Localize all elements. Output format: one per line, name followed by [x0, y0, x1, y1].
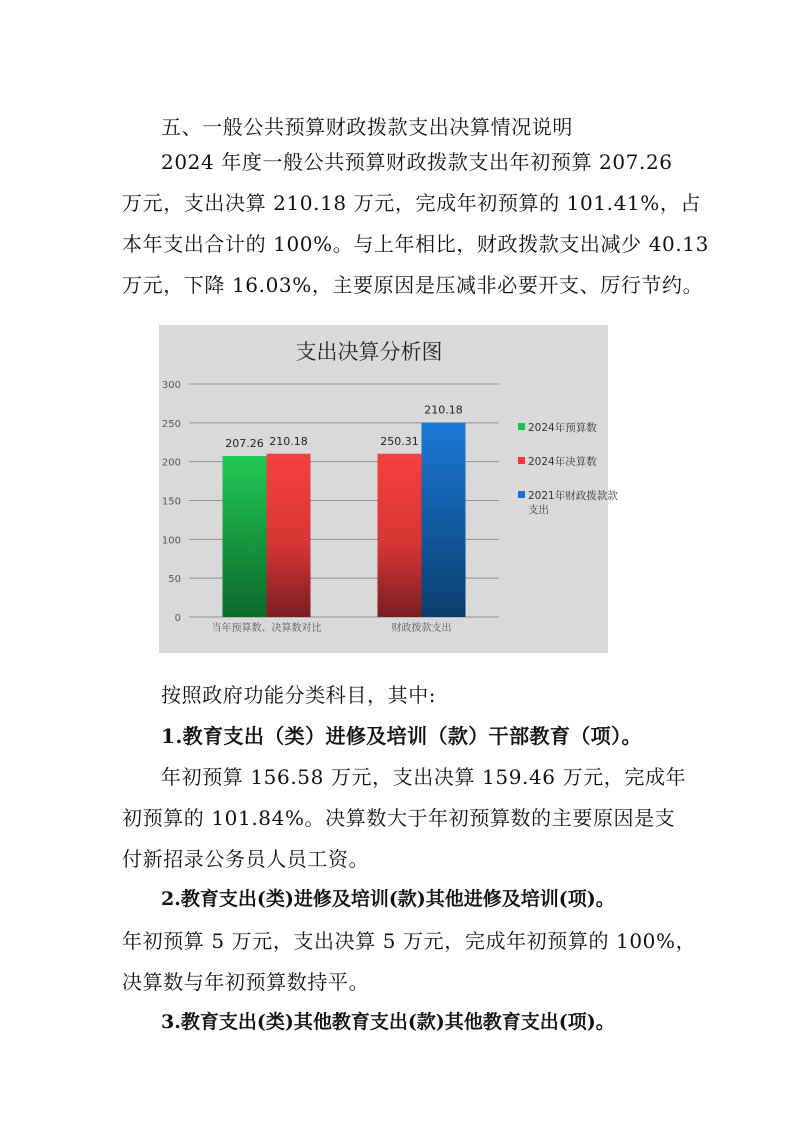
intro-line: 按照政府功能分类科目，其中: [161, 683, 437, 707]
y-tick-label: 300 [161, 380, 181, 391]
legend-label: 2024年预算数 [528, 422, 597, 434]
legend-swatch [518, 491, 525, 498]
legend-label: 支出 [528, 504, 549, 516]
chart-bar [422, 423, 466, 617]
x-category-label: 财政拨款支出 [391, 623, 452, 634]
legend-label: 2024年决算数 [528, 456, 597, 468]
data-label: 210.18 [424, 403, 463, 417]
paragraph-line: 万元，支出决算 210.18 万元，完成年初预算的 101.41%，占 [122, 191, 702, 215]
y-tick-label: 150 [161, 496, 181, 508]
y-tick-label: 100 [161, 535, 181, 547]
expenditure-chart [159, 325, 618, 653]
paragraph-line: 2024 年度一般公共预算财政拨款支出年初预算 207.26 [161, 150, 673, 174]
paragraph-line: 初预算的 101.84%。决算数大于年初预算数的主要原因是支 [122, 806, 676, 830]
paragraph-line: 付新招录公务员人员工资。 [122, 847, 370, 871]
chart-bar [267, 454, 311, 617]
paragraph-line: 年初预算 5 万元，支出决算 5 万元，完成年初预算的 100%， [122, 929, 697, 953]
chart-bar [378, 454, 422, 617]
section-heading: 五、一般公共预算财政拨款支出决算情况说明 [161, 115, 573, 139]
data-label: 250.31 [380, 434, 419, 448]
y-tick-label: 50 [168, 574, 181, 586]
legend-swatch [518, 423, 525, 430]
chart-bar [223, 456, 267, 617]
paragraph-line: 决算数与年初预算数持平。 [122, 970, 370, 994]
item-heading: 3.教育支出(类)其他教育支出(款)其他教育支出(项)。 [161, 1011, 615, 1033]
legend-label: 2021年财政拨款款 [528, 490, 618, 502]
chart-canvas [159, 325, 618, 653]
paragraph-line: 年初预算 156.58 万元，支出决算 159.46 万元，完成年 [161, 765, 687, 789]
paragraph-line: 万元，下降 16.03%，主要原因是压减非必要开支、厉行节约。 [122, 273, 704, 297]
paragraph-line: 本年支出合计的 100%。与上年相比，财政拨款支出减少 40.13 [122, 232, 709, 256]
item-heading: 2.教育支出(类)进修及培训(款)其他进修及培训(项)。 [161, 888, 615, 910]
y-tick-label: 250 [161, 418, 181, 430]
chart-title: 支出决算分析图 [295, 340, 443, 364]
y-tick-label: 0 [174, 613, 181, 624]
y-tick-label: 200 [161, 457, 181, 469]
data-label: 210.18 [269, 434, 308, 448]
data-label: 207.26 [225, 437, 264, 451]
legend-swatch [518, 457, 525, 464]
item-heading: 1.教育支出（类）进修及培训（款）干部教育（项）。 [161, 724, 642, 748]
x-category-label: 当年预算数、决算数对比 [211, 623, 322, 634]
